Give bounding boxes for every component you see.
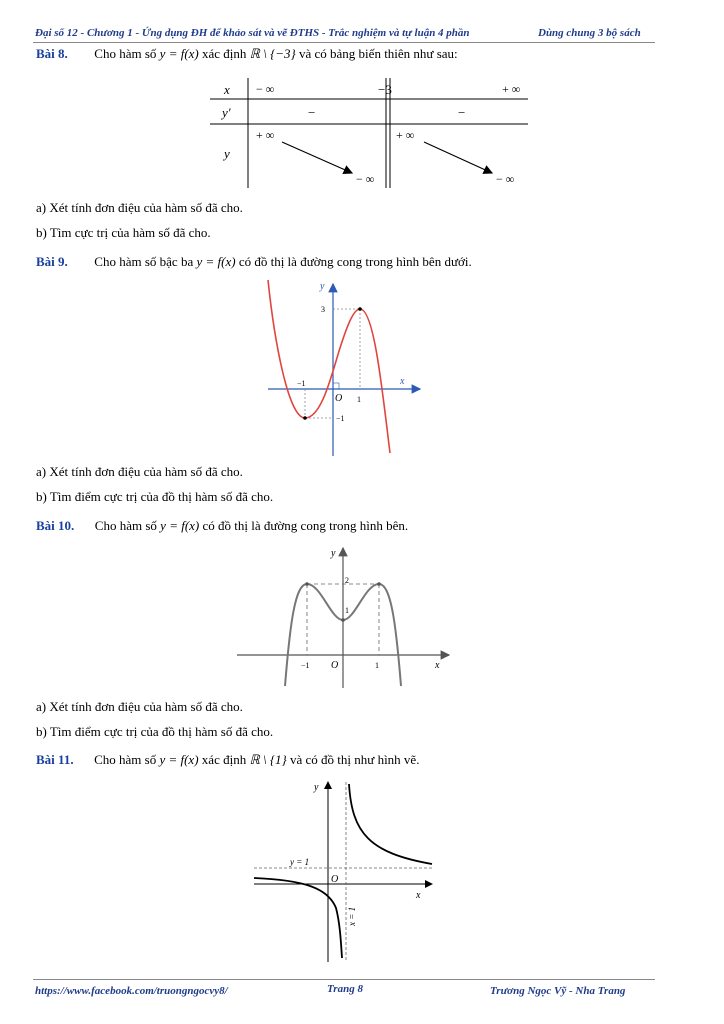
bai9-cubic-curve	[268, 280, 390, 453]
table-y-plus-inf-2: + ∞	[396, 128, 415, 142]
bai10-tick-2: 2	[345, 576, 349, 585]
header-title: Đại số 12 - Chương 1 - Ứng dụng ĐH để khảo sát và vẽ ĐTHS - Trắc nghiệm và tự luận 4 phần	[35, 27, 470, 39]
header-rule	[33, 42, 655, 43]
bai9-label: Bài 9.	[36, 254, 68, 269]
bai9-tick-minus1-x: −1	[297, 379, 306, 388]
bai11-h-asym-label: y = 1	[290, 857, 310, 867]
bai8-domain: ℝ \ {−3}	[249, 46, 296, 61]
bai9-x-label: x	[400, 376, 405, 387]
bai9-text-pre: Cho hàm số bậc ba	[94, 254, 197, 269]
table-arrow-1	[282, 142, 352, 173]
bai8-text-pre: Cho hàm số	[94, 46, 160, 61]
bai9-tick-3: 3	[321, 305, 325, 314]
bai11-domain: ℝ \ {1}	[249, 752, 287, 767]
bai10-label: Bài 10.	[36, 518, 75, 533]
bai8-heading	[36, 46, 458, 62]
bai11-graph	[254, 778, 438, 964]
table-sign-1: −	[308, 105, 316, 120]
footer-page-number: Trang 8	[327, 983, 363, 995]
bai10-tick-1-x: 1	[375, 661, 379, 670]
bai8-question-a: a) Xét tính đơn điệu của hàm số đã cho.	[36, 200, 243, 215]
bai9-tick-minus1-y: −1	[336, 414, 345, 423]
bai9-question-b: b) Tìm điểm cực trị của đồ thị hàm số đã cho.	[36, 489, 274, 504]
bai10-text-pre: Cho hàm số	[94, 518, 161, 533]
bai8-text-post: và có bảng biến thiên như sau:	[295, 46, 458, 61]
bai10-question-a: a) Xét tính đơn điệu của hàm số đã cho.	[36, 699, 243, 714]
table-row-y: y	[224, 146, 230, 161]
bai10-tick-minus1: −1	[301, 661, 310, 670]
bai10-text-post: có đồ thị là đường cong trong hình bên.	[199, 518, 409, 533]
bai11-curve-right	[349, 784, 432, 864]
table-row-dy: y′	[222, 105, 231, 120]
bai10-heading	[36, 518, 408, 534]
bai11-text-mid: xác định	[198, 752, 250, 767]
bai9-y-label: y	[320, 281, 325, 292]
bai9-tick-1-x: 1	[357, 395, 361, 404]
header-tag: Dùng chung 3 bộ sách	[538, 27, 641, 39]
bai10-x-label: x	[435, 660, 440, 671]
bai9-question-a: a) Xét tính đơn điệu của hàm số đã cho.	[36, 464, 243, 479]
bai11-x-label: x	[416, 890, 421, 901]
bai10-question-b: b) Tìm điểm cực trị của đồ thị hàm số đã cho.	[36, 724, 274, 739]
footer-author: Trương Ngọc Vỹ - Nha Trang	[490, 985, 626, 997]
bai8-label: Bài 8.	[36, 46, 68, 61]
bai9-heading	[36, 254, 472, 270]
bai11-curve-left	[254, 878, 342, 958]
footer-link[interactable]: https://www.facebook.com/truongngocvy8/	[35, 985, 228, 997]
table-arrow-2	[424, 142, 492, 173]
bai10-origin: O	[331, 660, 339, 671]
bai11-text-post: và có đồ thị như hình vẽ.	[286, 752, 420, 767]
table-y-minus-inf-1: − ∞	[356, 172, 375, 186]
bai9-graph	[260, 278, 430, 458]
bai8-question-b: b) Tìm cực trị của hàm số đã cho.	[36, 225, 211, 240]
footer-rule	[33, 979, 655, 980]
bai10-func: y = f(x)	[160, 518, 200, 533]
variation-table	[210, 76, 535, 192]
table-y-minus-inf-2: − ∞	[496, 172, 515, 186]
bai10-tick-1-y: 1	[345, 606, 349, 615]
bai10-y-label: y	[331, 548, 336, 559]
bai9-func: y = f(x)	[196, 254, 236, 269]
table-y-plus-inf-1: + ∞	[256, 128, 275, 142]
bai11-v-asym-label: x = 1	[347, 906, 357, 926]
table-x-minus-inf: − ∞	[256, 82, 275, 96]
bai11-y-label: y	[314, 782, 319, 793]
bai11-func: y = f(x)	[159, 752, 199, 767]
table-row-x: x	[224, 82, 230, 97]
bai11-label: Bài 11.	[36, 752, 74, 767]
table-x-plus-inf: + ∞	[502, 82, 521, 96]
table-sign-2: −	[458, 105, 466, 120]
bai11-origin: O	[331, 874, 339, 885]
bai9-text-post: có đồ thị là đường cong trong hình bên dưới.	[235, 254, 472, 269]
table-x-minus3: −3	[378, 82, 392, 97]
bai11-heading	[36, 752, 419, 768]
bai8-func: y = f(x)	[159, 46, 199, 61]
bai8-text-mid: xác định	[198, 46, 250, 61]
bai11-text-pre: Cho hàm số	[94, 752, 160, 767]
bai9-origin: O	[335, 393, 343, 404]
bai10-graph	[235, 544, 455, 690]
